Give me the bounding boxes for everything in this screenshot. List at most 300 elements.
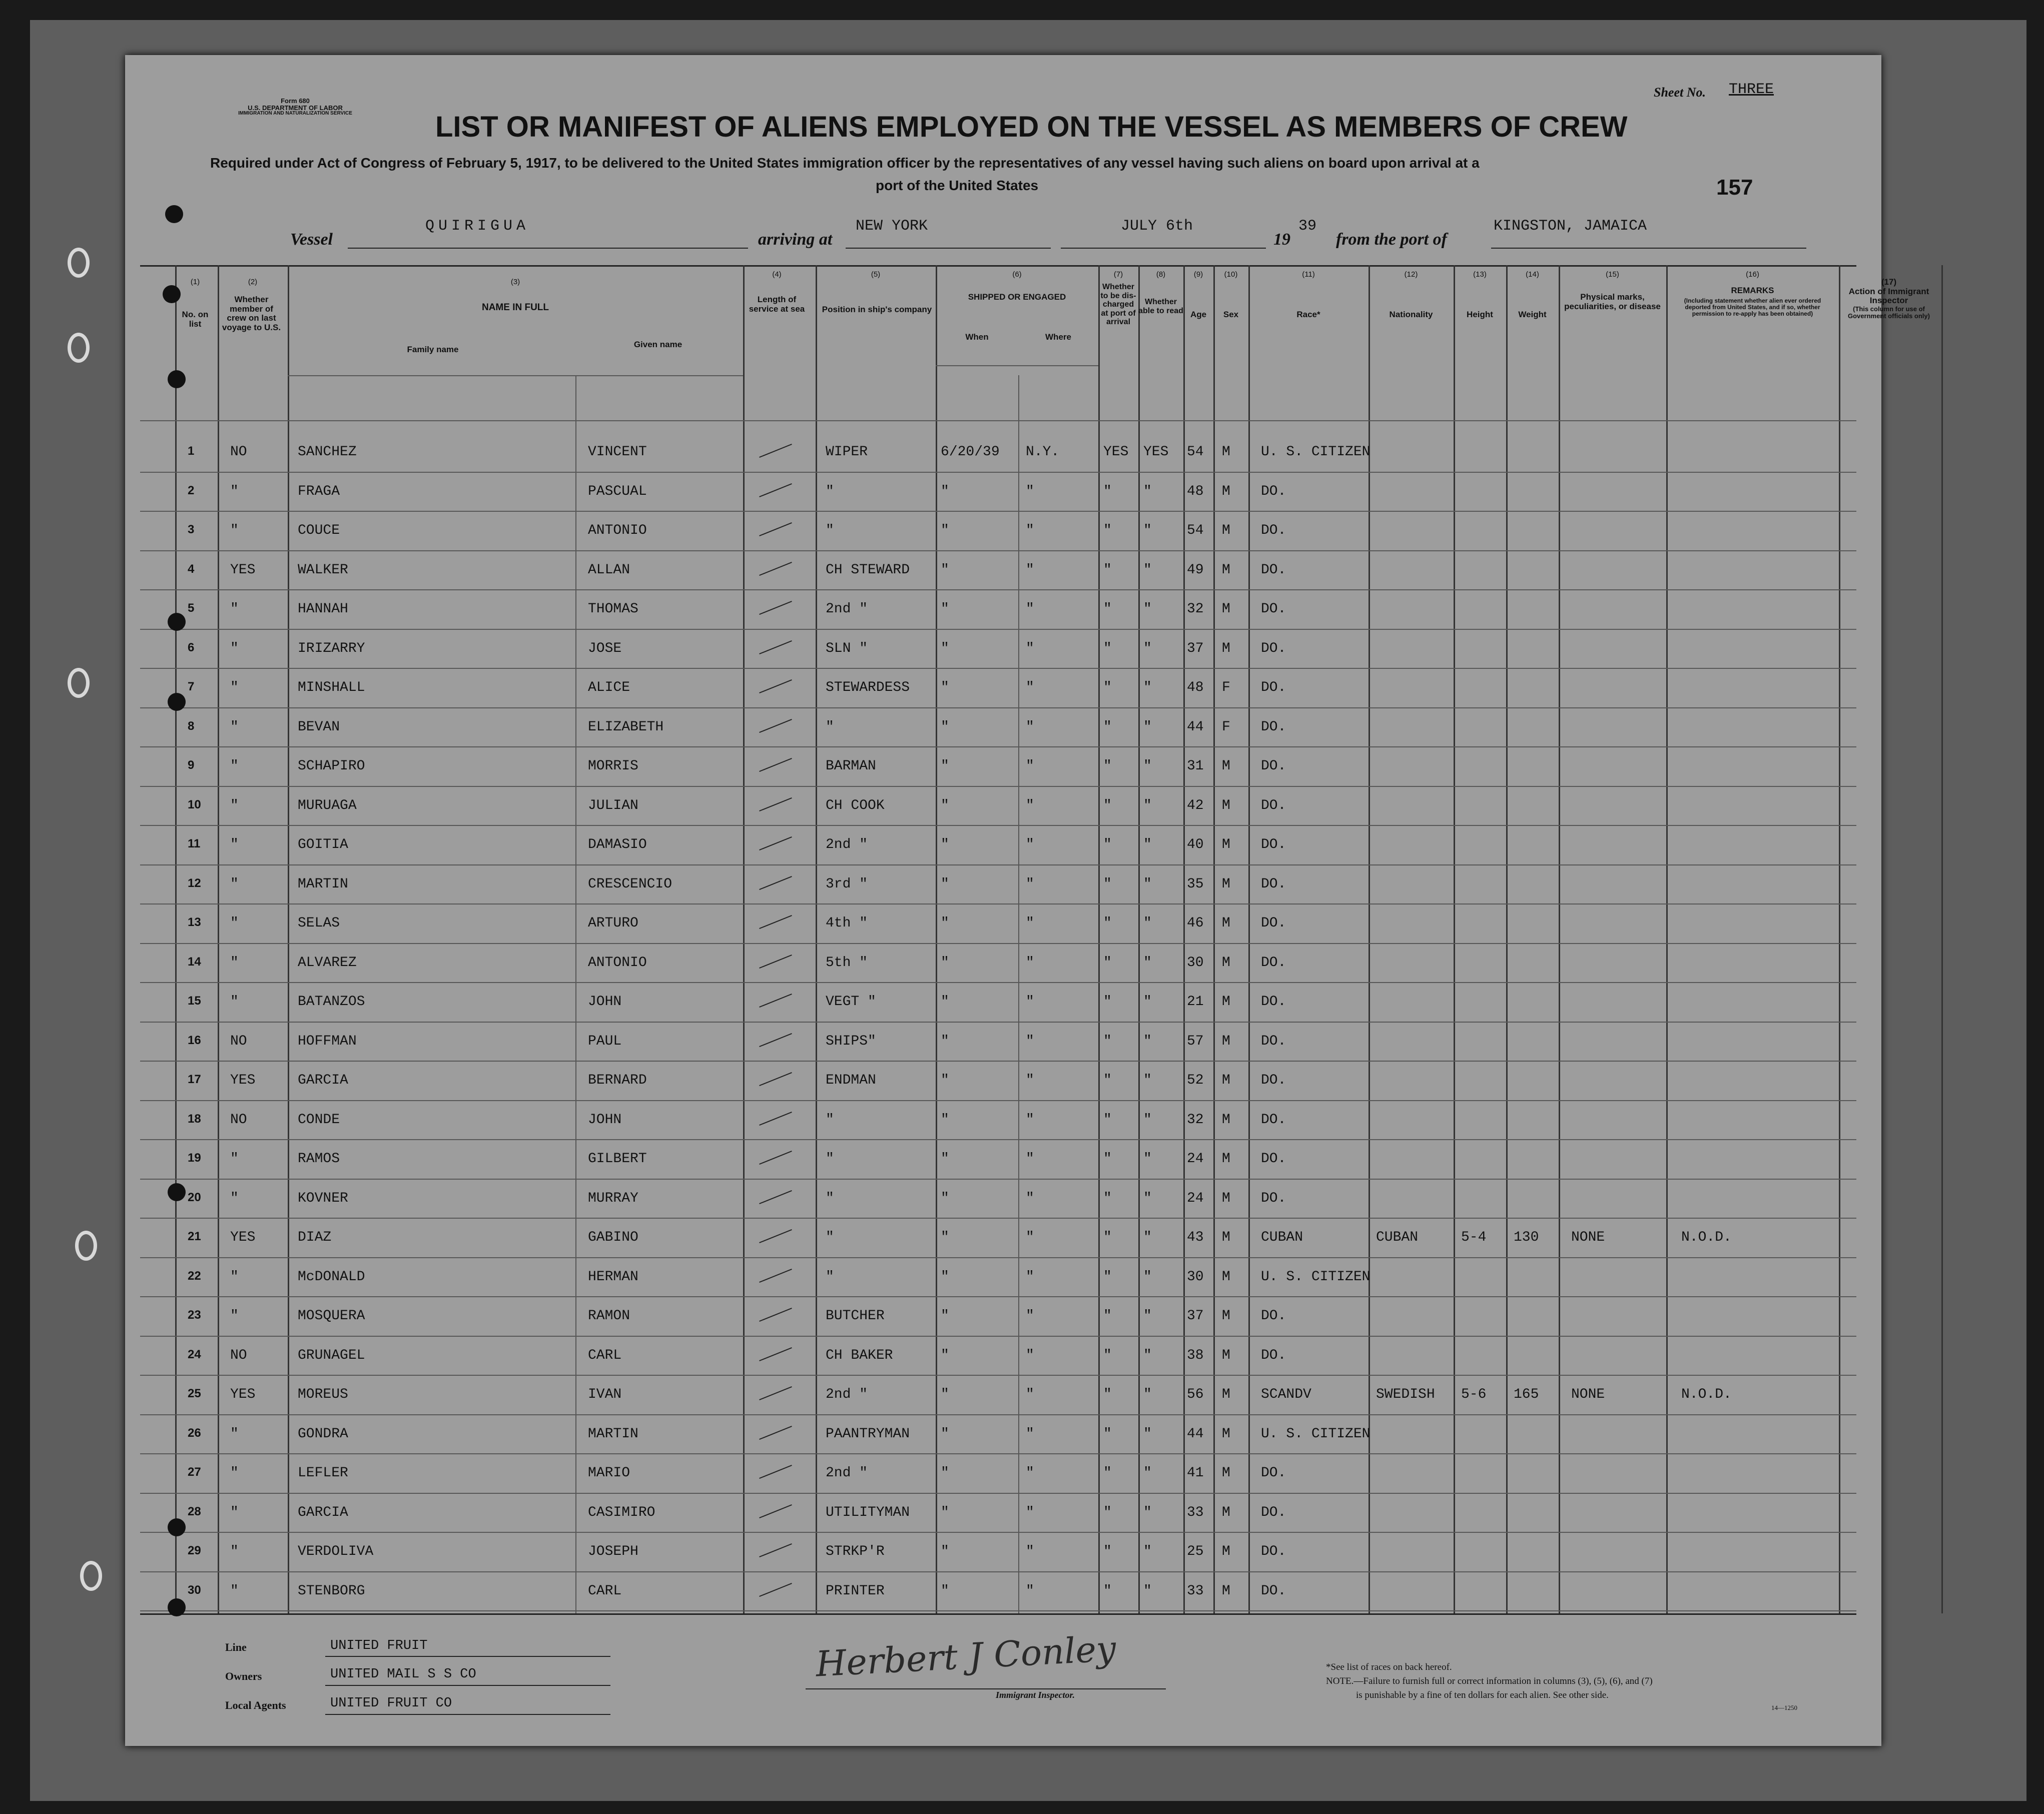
column-rule xyxy=(1454,265,1455,1613)
sex: M xyxy=(1222,562,1230,578)
age: 42 xyxy=(1187,797,1204,813)
col9-number: (9) xyxy=(1193,270,1203,279)
col15-header: Physical marks, peculiarities, or disease xyxy=(1564,292,1661,311)
race: DO. xyxy=(1261,601,1286,617)
race: DO. xyxy=(1261,1073,1286,1088)
prev-voyage: " xyxy=(230,719,239,735)
races-note: *See list of races on back hereof. xyxy=(1326,1662,1452,1672)
prev-voyage: " xyxy=(230,1544,239,1559)
sex: M xyxy=(1222,876,1230,892)
discharged: " xyxy=(1103,1112,1112,1128)
shipped-where: " xyxy=(1026,1426,1034,1442)
position: 4th " xyxy=(826,916,868,931)
shipped-where: " xyxy=(1026,1544,1034,1559)
column-rule xyxy=(936,265,937,1613)
header-rule xyxy=(140,420,1856,421)
given-name: ANTONIO xyxy=(588,955,647,971)
arriving-at: NEW YORK xyxy=(856,218,928,235)
remarks: N.O.D. xyxy=(1681,1387,1732,1402)
able-to-read: " xyxy=(1143,1151,1152,1167)
family-name: LEFLER xyxy=(298,1465,348,1481)
row-rule xyxy=(140,1257,1856,1258)
age: 48 xyxy=(1187,680,1204,695)
row-number: 3 xyxy=(188,523,195,536)
table-bottom-rule xyxy=(140,1613,1856,1615)
arriving-label: arriving at xyxy=(758,230,833,249)
column-rule xyxy=(816,265,817,1613)
height: 5-4 xyxy=(1461,1230,1487,1245)
weight: 130 xyxy=(1514,1230,1539,1245)
age: 33 xyxy=(1187,1583,1204,1599)
prev-voyage: " xyxy=(230,994,239,1010)
col6a-header: When xyxy=(965,332,989,342)
punch-dot xyxy=(168,1598,186,1616)
col17-header xyxy=(1839,278,1939,320)
row-rule xyxy=(140,1022,1856,1023)
sex: M xyxy=(1222,483,1230,499)
discharged: " xyxy=(1103,601,1112,617)
discharged: " xyxy=(1103,562,1112,578)
vessel-underline xyxy=(348,248,748,249)
shipped-when: " xyxy=(941,1033,949,1049)
able-to-read: " xyxy=(1143,1426,1152,1442)
row-number: 16 xyxy=(188,1033,201,1047)
sex: M xyxy=(1222,1426,1230,1442)
race: DO. xyxy=(1261,719,1286,735)
able-to-read: " xyxy=(1143,916,1152,931)
age: 54 xyxy=(1187,523,1204,538)
family-name: SANCHEZ xyxy=(298,444,357,460)
col16-subheader: (Including statement whether alien ever ordered deported from United States, and if so, whether permission to re-apply has been obtained) xyxy=(1684,297,1821,318)
column-rule xyxy=(1248,265,1250,1613)
service-slash-mark xyxy=(759,1465,792,1479)
race: DO. xyxy=(1261,483,1286,499)
column-rule xyxy=(218,265,219,1613)
prev-voyage: " xyxy=(230,797,239,813)
race: U. S. CITIZEN xyxy=(1261,1426,1371,1442)
row-number: 18 xyxy=(188,1112,201,1126)
row-rule xyxy=(140,1414,1856,1415)
given-name: HERMAN xyxy=(588,1269,638,1285)
age: 30 xyxy=(1187,955,1204,971)
race: DO. xyxy=(1261,955,1286,971)
sex: M xyxy=(1222,837,1230,852)
col10-number: (10) xyxy=(1224,270,1238,279)
punch-hole xyxy=(68,333,90,363)
family-name: BATANZOS xyxy=(298,994,365,1010)
family-name: HOFFMAN xyxy=(298,1033,357,1049)
col4-number: (4) xyxy=(772,270,782,279)
discharged: " xyxy=(1103,797,1112,813)
family-name: CONDE xyxy=(298,1112,340,1128)
discharged: " xyxy=(1103,876,1112,892)
shipped-when: " xyxy=(941,1387,949,1402)
discharged: " xyxy=(1103,1269,1112,1285)
race: DO. xyxy=(1261,1583,1286,1599)
position: STEWARDESS xyxy=(826,680,910,695)
line-value: UNITED FRUIT xyxy=(330,1638,428,1653)
age: 37 xyxy=(1187,1308,1204,1324)
sex: M xyxy=(1222,444,1230,460)
col9-header: Age xyxy=(1190,310,1207,319)
able-to-read: YES xyxy=(1143,444,1169,460)
service-slash-mark xyxy=(759,679,792,693)
shipped-when: " xyxy=(941,1190,949,1206)
shipped-when: " xyxy=(941,640,949,656)
age: 56 xyxy=(1187,1387,1204,1402)
row-number: 20 xyxy=(188,1190,201,1204)
weight: 165 xyxy=(1514,1387,1539,1402)
family-name: WALKER xyxy=(298,562,348,578)
service-slash-mark xyxy=(759,1229,792,1243)
position: " xyxy=(826,483,834,499)
column-rule xyxy=(1098,265,1100,1613)
row-number: 4 xyxy=(188,562,195,576)
from-port: KINGSTON, JAMAICA xyxy=(1494,218,1647,235)
sex: M xyxy=(1222,1033,1230,1049)
service-slash-mark xyxy=(759,1347,792,1361)
discharged: " xyxy=(1103,1583,1112,1599)
shipped-when: " xyxy=(941,562,949,578)
col17-title: Action of Immigrant Inspector xyxy=(1848,286,1929,306)
column-rule xyxy=(1666,265,1668,1613)
sex: M xyxy=(1222,1308,1230,1324)
able-to-read: " xyxy=(1143,955,1152,971)
family-name: FRAGA xyxy=(298,483,340,499)
prev-voyage: " xyxy=(230,1151,239,1167)
from-port-label: from the port of xyxy=(1336,230,1447,249)
service-slash-mark xyxy=(759,875,792,889)
prev-voyage: " xyxy=(230,640,239,656)
column-rule xyxy=(575,375,576,1613)
position: " xyxy=(826,719,834,735)
col3-number: (3) xyxy=(510,278,520,286)
discharged: " xyxy=(1103,758,1112,774)
sex: M xyxy=(1222,1112,1230,1128)
race: U. S. CITIZEN xyxy=(1261,444,1371,460)
shipped-when: " xyxy=(941,601,949,617)
prev-voyage: " xyxy=(230,680,239,695)
shipped-when: 6/20/39 xyxy=(941,444,1000,460)
position: " xyxy=(826,1151,834,1167)
owners-value: UNITED MAIL S S CO xyxy=(330,1667,476,1682)
shipped-where: " xyxy=(1026,1230,1034,1245)
punch-dot xyxy=(168,613,186,631)
punch-dot xyxy=(168,1518,186,1536)
shipped-when: " xyxy=(941,680,949,695)
col6-header: SHIPPED OR ENGAGED xyxy=(968,292,1066,302)
prev-voyage: " xyxy=(230,837,239,852)
able-to-read: " xyxy=(1143,876,1152,892)
punch-dot xyxy=(168,693,186,711)
remarks: N.O.D. xyxy=(1681,1230,1732,1245)
inspector-signature: Herbert J Conley xyxy=(815,1628,1117,1685)
col11-header: Race* xyxy=(1296,310,1320,319)
age: 54 xyxy=(1187,444,1204,460)
discharged: " xyxy=(1103,1073,1112,1088)
subtitle-line-2: port of the United States xyxy=(876,178,1039,193)
given-name: MARIO xyxy=(588,1465,630,1481)
col12-number: (12) xyxy=(1404,270,1418,279)
service-slash-mark xyxy=(759,1190,792,1204)
race: DO. xyxy=(1261,640,1286,656)
position: SHIPS" xyxy=(826,1033,876,1049)
service-slash-mark xyxy=(759,640,792,654)
race: DO. xyxy=(1261,1504,1286,1520)
prev-voyage: NO xyxy=(230,1112,247,1128)
column-rule xyxy=(1369,265,1370,1613)
physical-marks: NONE xyxy=(1571,1230,1605,1245)
service-slash-mark xyxy=(759,444,792,458)
sex: M xyxy=(1222,1347,1230,1363)
shipped-where: " xyxy=(1026,1073,1034,1088)
given-name: VINCENT xyxy=(588,444,647,460)
row-number: 25 xyxy=(188,1387,201,1400)
column-rule xyxy=(1941,265,1943,1613)
family-name: GRUNAGEL xyxy=(298,1347,365,1363)
position: UTILITYMAN xyxy=(826,1504,910,1520)
shipped-where: " xyxy=(1026,955,1034,971)
shipped-where: " xyxy=(1026,1347,1034,1363)
given-name: JOHN xyxy=(588,994,622,1010)
shipped-where: " xyxy=(1026,1583,1034,1599)
row-number: 17 xyxy=(188,1073,201,1086)
col8-header: Whether able to read xyxy=(1138,298,1183,315)
prev-voyage: " xyxy=(230,523,239,538)
sex: M xyxy=(1222,916,1230,931)
prev-voyage: " xyxy=(230,1583,239,1599)
form-id-block xyxy=(230,98,360,117)
sex: M xyxy=(1222,601,1230,617)
given-name: MURRAY xyxy=(588,1190,638,1206)
row-number: 22 xyxy=(188,1269,201,1283)
shipped-when: " xyxy=(941,1073,949,1088)
shipped-when: " xyxy=(941,1151,949,1167)
age: 31 xyxy=(1187,758,1204,774)
row-rule xyxy=(140,1532,1856,1533)
sex: M xyxy=(1222,955,1230,971)
service-slash-mark xyxy=(759,1582,792,1596)
shipped-when: " xyxy=(941,994,949,1010)
department: U.S. DEPARTMENT OF LABOR xyxy=(248,104,343,112)
position: BARMAN xyxy=(826,758,876,774)
col16-number: (16) xyxy=(1746,270,1759,279)
punch-dot xyxy=(168,1183,186,1201)
vessel-name: QUIRIGUA xyxy=(425,218,530,235)
given-name: MORRIS xyxy=(588,758,638,774)
position: CH COOK xyxy=(826,797,885,813)
row-number: 24 xyxy=(188,1347,201,1361)
manifest-page xyxy=(125,55,1930,1746)
sex: M xyxy=(1222,1544,1230,1559)
age: 25 xyxy=(1187,1544,1204,1559)
row-number: 9 xyxy=(188,758,195,772)
position: 2nd " xyxy=(826,837,868,852)
discharged: " xyxy=(1103,955,1112,971)
header-rule xyxy=(288,375,743,376)
column-rule xyxy=(743,265,745,1613)
table-top-rule xyxy=(140,265,1856,267)
row-rule xyxy=(140,668,1856,669)
service-slash-mark xyxy=(759,1111,792,1125)
row-rule xyxy=(140,1493,1856,1494)
shipped-where: " xyxy=(1026,1112,1034,1128)
column-rule xyxy=(1018,375,1019,1613)
race: DO. xyxy=(1261,1033,1286,1049)
race: DO. xyxy=(1261,837,1286,852)
family-name: HANNAH xyxy=(298,601,348,617)
given-name: IVAN xyxy=(588,1387,622,1402)
physical-marks: NONE xyxy=(1571,1387,1605,1402)
col14-header: Weight xyxy=(1518,310,1547,319)
prev-voyage: YES xyxy=(230,1387,256,1402)
col13-header: Height xyxy=(1467,310,1493,319)
row-number: 23 xyxy=(188,1308,201,1322)
col7-number: (7) xyxy=(1113,270,1123,279)
col5-number: (5) xyxy=(871,270,881,279)
age: 41 xyxy=(1187,1465,1204,1481)
service-slash-mark xyxy=(759,836,792,850)
row-rule xyxy=(140,550,1856,551)
family-name: GOITIA xyxy=(298,837,348,852)
column-rule xyxy=(288,265,289,1613)
shipped-when: " xyxy=(941,523,949,538)
service-slash-mark xyxy=(759,561,792,575)
row-rule xyxy=(140,1375,1856,1376)
row-rule xyxy=(140,786,1856,787)
sex: M xyxy=(1222,1269,1230,1285)
given-name: PAUL xyxy=(588,1033,622,1049)
given-name: ALICE xyxy=(588,680,630,695)
col6b-header: Where xyxy=(1045,332,1071,342)
discharged: " xyxy=(1103,994,1112,1010)
age: 24 xyxy=(1187,1190,1204,1206)
shipped-where: " xyxy=(1026,994,1034,1010)
race: DO. xyxy=(1261,994,1286,1010)
col2-number: (2) xyxy=(248,278,258,286)
given-name: DAMASIO xyxy=(588,837,647,852)
row-rule xyxy=(140,472,1856,473)
able-to-read: " xyxy=(1143,1308,1152,1324)
sheet-label: Sheet No. xyxy=(1654,85,1706,100)
row-rule xyxy=(140,707,1856,708)
able-to-read: " xyxy=(1143,994,1152,1010)
shipped-when: " xyxy=(941,719,949,735)
given-name: JOSEPH xyxy=(588,1544,638,1559)
height: 5-6 xyxy=(1461,1387,1487,1402)
age: 44 xyxy=(1187,1426,1204,1442)
shipped-when: " xyxy=(941,955,949,971)
shipped-when: " xyxy=(941,1465,949,1481)
row-rule xyxy=(140,864,1856,865)
row-rule xyxy=(140,903,1856,904)
row-number: 14 xyxy=(188,955,201,969)
sex: M xyxy=(1222,1073,1230,1088)
col17-number: (17) xyxy=(1881,277,1897,287)
discharged: " xyxy=(1103,640,1112,656)
family-name: MINSHALL xyxy=(298,680,365,695)
able-to-read: " xyxy=(1143,1190,1152,1206)
row-number: 11 xyxy=(188,837,201,850)
family-name: DIAZ xyxy=(298,1230,332,1245)
col3a-header: Family name xyxy=(407,345,459,354)
agents-underline xyxy=(325,1714,610,1715)
able-to-read: " xyxy=(1143,1073,1152,1088)
service-slash-mark xyxy=(759,1386,792,1400)
row-number: 7 xyxy=(188,680,195,693)
able-to-read: " xyxy=(1143,797,1152,813)
prev-voyage: " xyxy=(230,601,239,617)
discharged: " xyxy=(1103,916,1112,931)
family-name: MARTIN xyxy=(298,876,348,892)
prev-voyage: " xyxy=(230,1190,239,1206)
family-name: BEVAN xyxy=(298,719,340,735)
col16-header: REMARKS xyxy=(1731,286,1774,295)
stamp-number: 157 xyxy=(1716,175,1753,200)
given-name: ANTONIO xyxy=(588,523,647,538)
service-name: IMMIGRATION AND NATURALIZATION SERVICE xyxy=(238,111,352,117)
form-number: Form 680 xyxy=(281,97,310,105)
shipped-where: " xyxy=(1026,1465,1034,1481)
age: 32 xyxy=(1187,601,1204,617)
col3b-header: Given name xyxy=(633,340,683,349)
position: CH STEWARD xyxy=(826,562,910,578)
family-name: KOVNER xyxy=(298,1190,348,1206)
discharged: " xyxy=(1103,1347,1112,1363)
column-rule xyxy=(1506,265,1508,1613)
punch-dot xyxy=(163,285,181,303)
shipped-where: " xyxy=(1026,483,1034,499)
position: STRKP'R xyxy=(826,1544,885,1559)
row-number: 1 xyxy=(188,444,195,458)
column-rule xyxy=(175,265,177,1613)
sex: M xyxy=(1222,1504,1230,1520)
sheet-number: THREE xyxy=(1729,81,1774,98)
row-rule xyxy=(140,1139,1856,1140)
vessel-label: Vessel xyxy=(290,230,333,249)
shipped-when: " xyxy=(941,1504,949,1520)
age: 32 xyxy=(1187,1112,1204,1128)
col2-header: Whether member of crew on last voyage to U.S. xyxy=(222,295,281,333)
shipped-when: " xyxy=(941,1308,949,1324)
position: ENDMAN xyxy=(826,1073,876,1088)
family-name: GARCIA xyxy=(298,1504,348,1520)
row-number: 27 xyxy=(188,1465,201,1479)
prev-voyage: " xyxy=(230,1426,239,1442)
sex: M xyxy=(1222,1151,1230,1167)
race: DO. xyxy=(1261,523,1286,538)
shipped-where: " xyxy=(1026,758,1034,774)
age: 35 xyxy=(1187,876,1204,892)
age: 48 xyxy=(1187,483,1204,499)
position: SLN " xyxy=(826,640,868,656)
race: DO. xyxy=(1261,876,1286,892)
able-to-read: " xyxy=(1143,640,1152,656)
race: DO. xyxy=(1261,1465,1286,1481)
shipped-when: " xyxy=(941,758,949,774)
date-underline xyxy=(1061,248,1266,249)
position: 2nd " xyxy=(826,1465,868,1481)
col3-header: NAME IN FULL xyxy=(481,302,549,313)
row-rule xyxy=(140,1218,1856,1219)
able-to-read: " xyxy=(1143,1387,1152,1402)
col10-header: Sex xyxy=(1223,310,1239,319)
sex: F xyxy=(1222,680,1230,695)
shipped-when: " xyxy=(941,1112,949,1128)
row-number: 19 xyxy=(188,1151,201,1165)
prev-voyage: YES xyxy=(230,1230,256,1245)
given-name: CRESCENCIO xyxy=(588,876,672,892)
